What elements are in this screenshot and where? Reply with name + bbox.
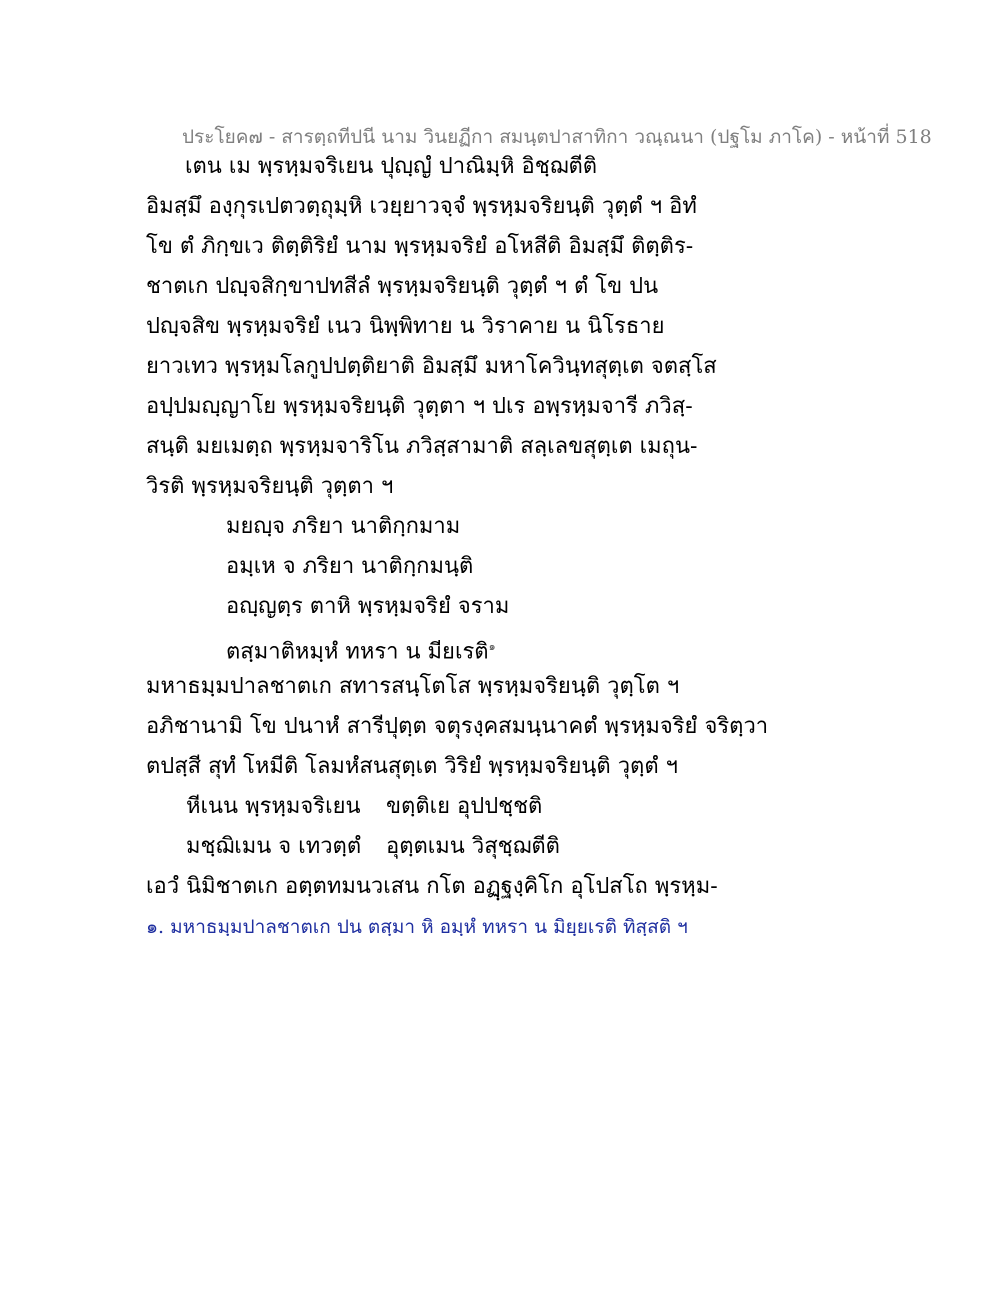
gatha-part-b: อุตฺตเมน วิสุชฺฌตีติ xyxy=(386,834,560,859)
verse-line: อญฺญตฺร ตาหิ พฺรหฺมจริยํ จราม xyxy=(226,594,510,619)
text-line: ชาตเก ปญฺจสิกฺขาปทสีลํ พฺรหฺมจริยนฺติ วุตฺตํ ฯ ตํ โข ปน xyxy=(146,274,659,299)
text-line: ตปสฺสี สุทํ โหมีติ โลมหํสนสุตฺเต วิริยํ พฺรหฺมจริยนฺติ วุตฺตํ ฯ xyxy=(146,754,678,779)
text-line: อปฺปมญฺญาโย พฺรหฺมจริยนฺติ วุตฺตา ฯ ปเร อพฺรหฺมจารี ภวิสฺ- xyxy=(146,394,693,419)
text-line: อภิชานามิ โข ปนาหํ สารีปุตฺต จตุรงฺคสมนฺนาคตํ พฺรหฺมจริยํ จริตฺวา xyxy=(146,714,769,739)
verse-line-text: ตสฺมาติหมฺหํ ทหรา น มียเรติ xyxy=(226,639,489,665)
text-line: วิรติ พฺรหฺมจริยนฺติ วุตฺตา ฯ xyxy=(146,474,394,499)
verse-line: มยญฺจ ภริยา นาติกฺกมาม xyxy=(226,514,461,539)
text-line: เตน เม พฺรหฺมจริเยน ปุญฺญํ ปาณิมฺหิ อิชฺฌตีติ xyxy=(185,154,598,179)
text-line: เอวํ นิมิชาตเก อตฺตทมนวเสน กโต อฏฺฐงฺคิโก อุโปสโถ พฺรหฺม- xyxy=(146,874,718,899)
text-line: มหาธมฺมปาลชาตเก สทารสนฺโตโส พฺรหฺมจริยนฺติ วุตฺโต ฯ xyxy=(146,674,680,699)
gatha-line xyxy=(186,792,543,822)
gatha-part-a: หีเนน พฺรหฺมจริเยน xyxy=(186,794,361,819)
running-header: ประโยค๗ - สารตฺถทีปนี นาม วินยฏีกา สมนฺตปาสาทิกา วณฺณนา (ปฐโม ภาโค) - หน้าที่ 518 xyxy=(182,126,932,148)
verse-line: อมฺเห จ ภริยา นาติกฺกมนฺติ xyxy=(226,554,474,579)
gatha-part-b: ขตฺติเย อุปปชฺชติ xyxy=(386,794,543,819)
gatha-line xyxy=(186,832,560,862)
text-line: โข ตํ ภิกฺขเว ติตฺติริยํ นาม พฺรหฺมจริยํ อโหสีติ อิมสฺมึ ติตฺติร- xyxy=(146,234,694,259)
text-line: ปญฺจสิข พฺรหฺมจริยํ เนว นิพฺพิทาย น วิราคาย น นิโรธาย xyxy=(146,314,665,339)
text-line: สนฺติ มยเมตฺถ พฺรหฺมจาริโน ภวิสฺสามาติ สลฺเลขสุตฺเต เมถุน- xyxy=(146,434,698,459)
footnote: ๑. มหาธมฺมปาลชาตเก ปน ตสฺมา หิ อมฺหํ ทหรา น มิยฺยเรติ ทิสฺสติ ฯ xyxy=(146,916,688,938)
gatha-part-a: มชฺฌิเมน จ เทวตฺตํ xyxy=(186,834,362,859)
text-line: อิมสฺมึ องฺกุรเปตวตฺถุมฺหิ เวยฺยาวจฺจํ พฺรหฺมจริยนฺติ วุตฺตํ ฯ อิทํ xyxy=(146,194,697,219)
verse-line xyxy=(226,632,496,665)
text-line: ยาวเทว พฺรหฺมโลกูปปตฺติยาติ อิมสฺมึ มหาโควินฺทสุตฺเต จตสฺโส xyxy=(146,354,717,379)
footnote-marker: ๑ xyxy=(488,640,496,653)
